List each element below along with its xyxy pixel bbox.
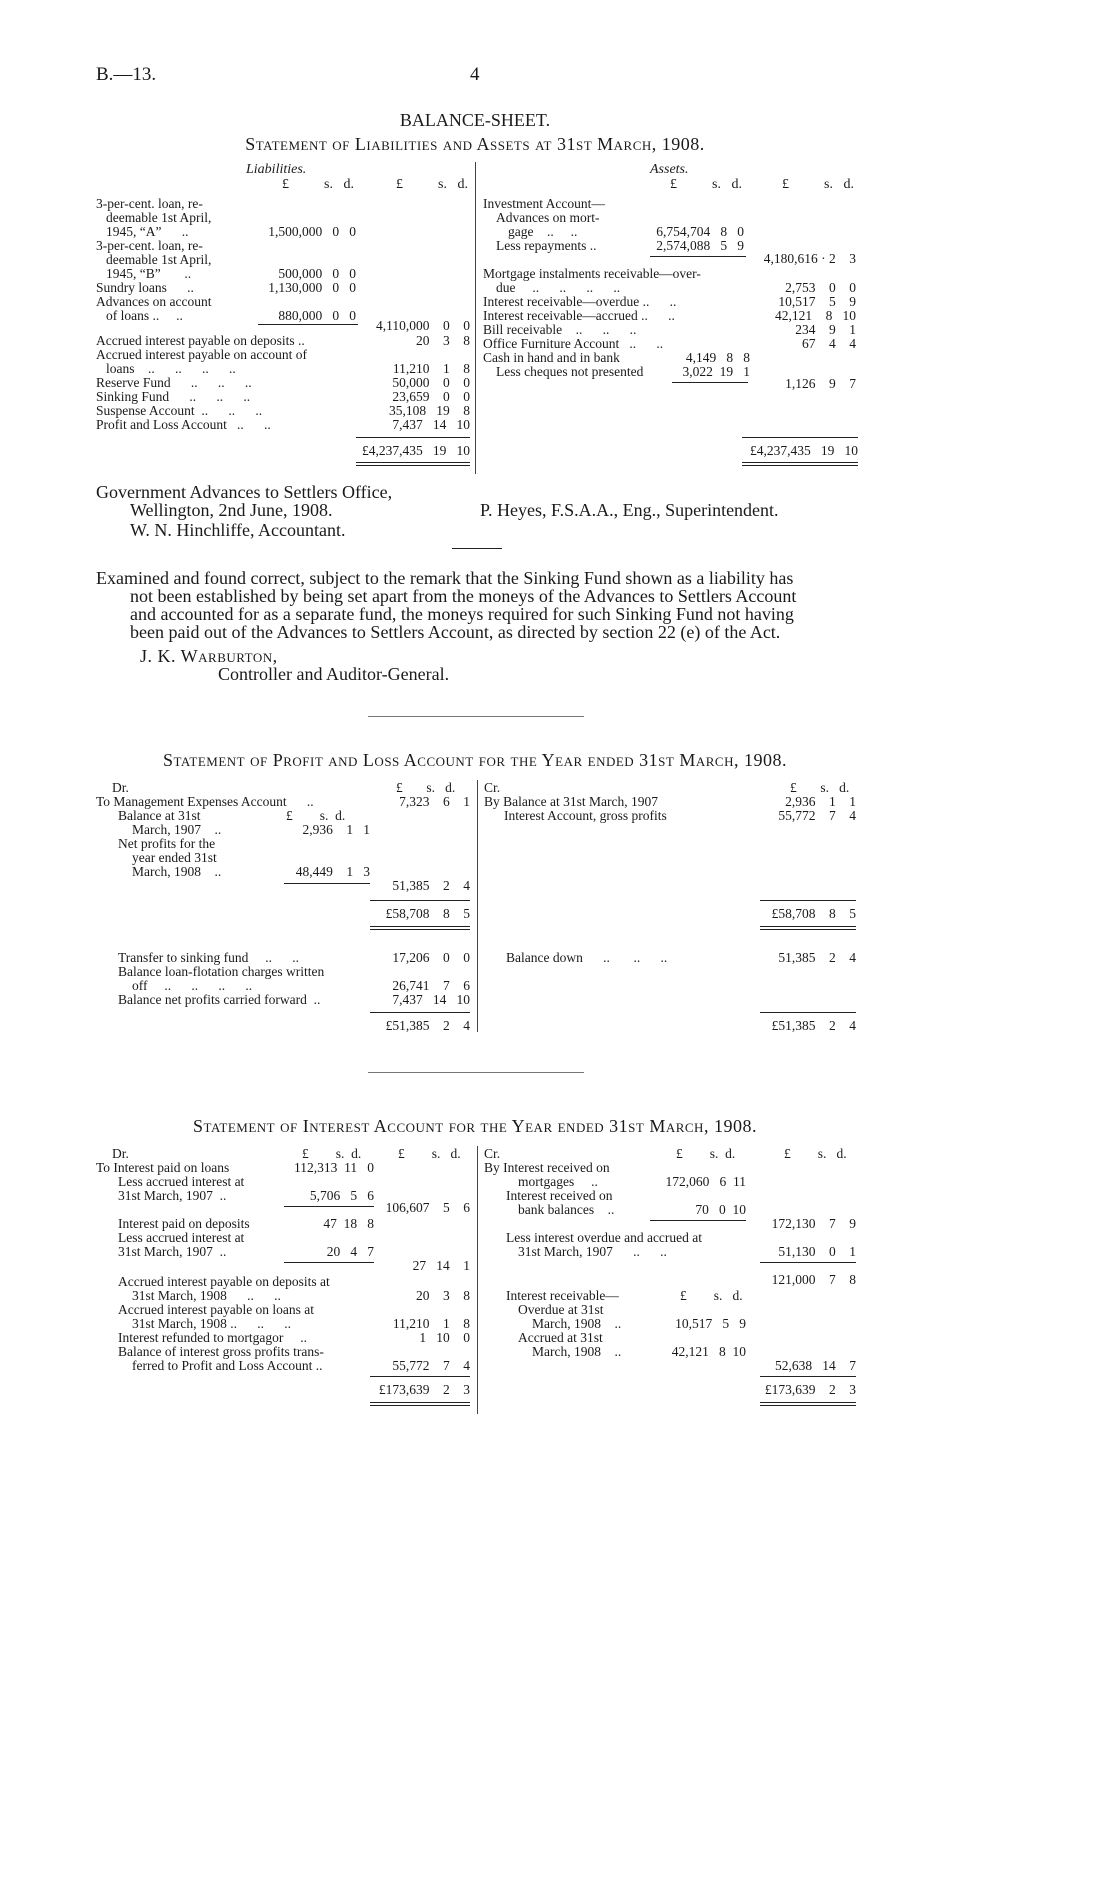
liability-label: Sinking Fund .. .. .. [96,389,251,404]
pl-debit2-total: £51,385 2 4 [385,1018,470,1033]
pl-credit2-label: Balance down .. .. .. [506,950,668,965]
pl-credit-label: Interest Account, gross profits [504,808,667,823]
asset-value: 42,121 8 10 [775,308,856,323]
asset-label: Less repayments .. [496,238,597,253]
int-debit-value: 20 3 8 [416,1288,470,1303]
pl-cr-head: £ s. d. [790,780,850,795]
int-credit-label: March, 1908 .. [532,1344,622,1359]
liability-label: deemable 1st April, [106,210,212,225]
liability-label: Profit and Loss Account .. .. [96,417,271,432]
pl-credit-label: By Balance at 31st March, 1907 [484,794,658,809]
liabilities-total: £4,237,435 19 10 [362,443,470,458]
pl-credit-value: 55,772 7 4 [778,808,856,823]
int-credit-label: Accrued at 31st [518,1330,603,1345]
pl-credit-total: £58,708 8 5 [771,906,856,921]
int-debit-label: To Interest paid on loans [96,1160,230,1175]
int-credit-value: 52,638 14 7 [775,1358,856,1373]
pl-credit-value: 2,936 1 1 [785,794,856,809]
liability-label: Accrued interest payable on deposits .. [96,333,305,348]
interest-divider [477,1146,478,1414]
interest-title: Statement of Interest Account for the Year ended 31st March, 1908. [193,1116,757,1136]
int-dr-label: Dr. [112,1146,129,1161]
asset-label: gage .. .. [508,224,578,239]
balance-sheet-subtitle: Statement of Liabilities and Assets at 31st March, 1908. [245,134,705,154]
liability-label: loans .. .. .. .. [106,361,236,376]
divider [368,716,584,717]
int-credit-label: March, 1908 .. [532,1316,622,1331]
auditor-title: Controller and Auditor-General. [218,664,450,684]
int-debit-label: Balance of interest gross profits trans- [118,1344,324,1359]
liability-value: 1,500,000 0 0 [268,224,356,239]
asset-label: Interest receivable—overdue .. .. [483,294,677,309]
asset-label: due .. .. .. .. [496,280,621,295]
liability-label: Reserve Fund .. .. .. [96,375,252,390]
int-debit-label: Interest refunded to mortgagor .. [118,1330,307,1345]
int-credit-label: Interest receivable— [506,1288,619,1303]
liability-value: 11,210 1 8 [392,361,470,376]
balance-sheet-divider [475,162,476,474]
accountant-signature: W. N. Hinchliffe, Accountant. [130,520,346,540]
pl-cr-label: Cr. [484,780,501,795]
audit-paragraph: and accounted for as a separate fund, the moneys required for such Sinking Fund not having [130,604,794,624]
int-debit-value: 112,313 11 0 [294,1160,374,1175]
liabilities-caption: Liabilities. [246,162,307,177]
int-credit-label: By Interest received on [484,1160,610,1175]
int-credit-label: 31st March, 1907 .. .. [518,1244,667,1259]
asset-label: Mortgage instalments receivable—over- [483,266,701,281]
place-date: Wellington, 2nd June, 1908. [130,500,333,520]
int-debit-value: 11,210 1 8 [392,1316,470,1331]
asset-value: 4,149 8 8 [685,350,750,365]
int-credit-value: 121,000 7 8 [771,1272,856,1287]
liability-label: 3-per-cent. loan, re- [96,238,203,253]
int-debit-label: Accrued interest payable on loans at [118,1302,315,1317]
int-debit-label: 31st March, 1908 .. .. .. [132,1316,291,1331]
assets-column-head-b: £ s. d. [782,177,854,192]
int-credit-head: £ s. d. [680,1288,743,1303]
asset-value-cash: 1,126 9 7 [785,376,856,391]
int-credit-label: Less interest overdue and accrued at [506,1230,703,1245]
audit-paragraph: been paid out of the Advances to Settlers Account, as directed by section 22 (e) of the Act. [130,622,781,642]
int-debit-label: Less accrued interest at [118,1174,245,1189]
pl-credit2-total: £51,385 2 4 [771,1018,856,1033]
int-debit-value: 106,607 5 6 [385,1200,470,1215]
assets-column-head-a: £ s. d. [670,177,742,192]
pl-debit-label: Balance at 31st [118,808,201,823]
int-debit-label: 31st March, 1907 .. [118,1244,227,1259]
pl-debit-label: Net profits for the [118,836,216,851]
int-debit-label: 31st March, 1907 .. [118,1188,227,1203]
int-credit-value: 70 0 10 [695,1202,746,1217]
int-debit-label: Accrued interest payable on deposits at [118,1274,330,1289]
int-credit-value: 10,517 5 9 [675,1316,746,1331]
int-debit-total: £173,639 2 3 [378,1382,470,1397]
int-debit-value: 5,706 5 6 [309,1188,374,1203]
liability-label: 3-per-cent. loan, re- [96,196,203,211]
pl-debit2-value: 26,741 7 6 [392,978,470,993]
asset-label: Less cheques not presented [496,364,644,379]
assets-total: £4,237,435 19 10 [750,443,858,458]
pl-debit2-value: 7,437 14 10 [392,992,470,1007]
int-credit-value: 172,060 6 11 [665,1174,746,1189]
int-credit-value: 42,121 8 10 [671,1344,746,1359]
liability-label: deemable 1st April, [106,252,212,267]
asset-total-investment: 4,180,616 · 2 3 [763,251,856,266]
pl-debit-value: 51,385 2 4 [392,878,470,893]
pl-debit-value: 48,449 1 3 [295,864,370,879]
int-cr-head1: £ s. d. [676,1146,736,1161]
int-dr-head2: £ s. d. [398,1146,461,1161]
int-debit-value: 55,772 7 4 [392,1358,470,1373]
liabilities-column-head-b: £ s. d. [396,177,468,192]
int-credit-label: mortgages .. [518,1174,598,1189]
pl-debit-value: 7,323 6 1 [399,794,470,809]
pl-dr-head: £ s. d. [396,780,456,795]
asset-value: 2,574,088 5 9 [656,238,744,253]
pl-debit2-label: Balance net profits carried forward .. [118,992,321,1007]
liabilities-column-head-a: £ s. d. [282,177,354,192]
liability-label: of loans .. .. [106,308,183,323]
pl-debit-label: year ended 31st [132,850,217,865]
int-debit-label: ferred to Profit and Loss Account .. [132,1358,323,1373]
int-credit-value: 172,130 7 9 [771,1216,856,1231]
page-reference: B.—13. [96,64,157,85]
page-number: 4 [470,64,480,85]
divider [452,548,502,549]
asset-value: 234 9 1 [795,322,856,337]
pl-credit2-value: 51,385 2 4 [778,950,856,965]
audit-paragraph: not been established by being set apart from the moneys of the Advances to Settlers Account [130,586,797,606]
asset-value: 67 4 4 [802,336,856,351]
pl-debit-label: March, 1908 .. [132,864,222,879]
auditor-name: J. K. Warburton, [140,646,278,666]
int-dr-head1: £ s. d. [302,1146,362,1161]
liability-value: 35,108 19 8 [389,403,470,418]
int-debit-label: Interest paid on deposits [118,1216,250,1231]
pl-debit2-label: Balance loan-flotation charges written [118,964,325,979]
asset-label: Interest receivable—accrued .. .. [483,308,675,323]
int-debit-value: 47 18 8 [323,1216,374,1231]
office-name: Government Advances to Settlers Office, [96,482,393,502]
int-debit-value: 1 10 0 [419,1330,470,1345]
liability-label: Sundry loans .. [96,280,194,295]
pl-debit-label: To Management Expenses Account .. [96,794,314,809]
liability-total-loans: 4,110,000 0 0 [376,318,470,333]
int-debit-value: 20 4 7 [326,1244,374,1259]
liability-value: 50,000 0 0 [392,375,470,390]
superintendent-signature: P. Heyes, F.S.A.A., Eng., Superintendent. [480,500,779,520]
pl-debit-value: 2,936 1 1 [302,822,370,837]
pl-debit-head: £ s. d. [286,808,346,823]
liability-value: 500,000 0 0 [278,266,356,281]
int-cr-label: Cr. [484,1146,501,1161]
int-debit-value: 27 14 1 [412,1258,470,1273]
int-credit-label: bank balances .. [518,1202,615,1217]
int-credit-label: Interest received on [506,1188,613,1203]
audit-paragraph: Examined and found correct, subject to the remark that the Sinking Fund shown as a liability has [96,568,794,588]
pl-debit2-label: off .. .. .. .. [132,978,253,993]
liability-label: Accrued interest payable on account of [96,347,308,362]
liability-label: 1945, “A” .. [106,224,189,239]
liability-value: 1,130,000 0 0 [268,280,356,295]
asset-value: 2,753 0 0 [785,280,856,295]
profit-loss-title: Statement of Profit and Loss Account for the Year ended 31st March, 1908. [163,750,787,770]
liability-value: 7,437 14 10 [392,417,470,432]
balance-sheet-title: BALANCE-SHEET. [399,110,551,130]
liability-label: Advances on account [96,294,212,309]
pl-debit2-value: 17,206 0 0 [392,950,470,965]
int-credit-label: Overdue at 31st [518,1302,604,1317]
profit-loss-divider [477,780,478,1032]
asset-label: Advances on mort- [496,210,600,225]
pl-debit2-label: Transfer to sinking fund .. .. [118,950,299,965]
asset-value: 3,022 19 1 [682,364,750,379]
asset-value: 10,517 5 9 [778,294,856,309]
int-credit-total: £173,639 2 3 [764,1382,856,1397]
asset-label: Investment Account— [483,196,605,211]
int-cr-head2: £ s. d. [784,1146,847,1161]
pl-debit-label: March, 1907 .. [132,822,222,837]
liability-label: Suspense Account .. .. .. [96,403,263,418]
int-credit-value: 51,130 0 1 [778,1244,856,1259]
asset-label: Bill receivable .. .. .. [483,322,637,337]
asset-value: 6,754,704 8 0 [656,224,744,239]
liability-value: 880,000 0 0 [278,308,356,323]
pl-debit-total: £58,708 8 5 [385,906,470,921]
liability-value: 23,659 0 0 [392,389,470,404]
liability-value: 20 3 8 [416,333,470,348]
divider [368,1072,584,1073]
int-debit-label: 31st March, 1908 .. .. [132,1288,281,1303]
pl-dr-label: Dr. [112,780,129,795]
asset-label: Cash in hand and in bank [483,350,620,365]
assets-caption: Assets. [650,162,689,177]
int-debit-label: Less accrued interest at [118,1230,245,1245]
asset-label: Office Furniture Account .. .. [483,336,664,351]
liability-label: 1945, “B” .. [106,266,192,281]
